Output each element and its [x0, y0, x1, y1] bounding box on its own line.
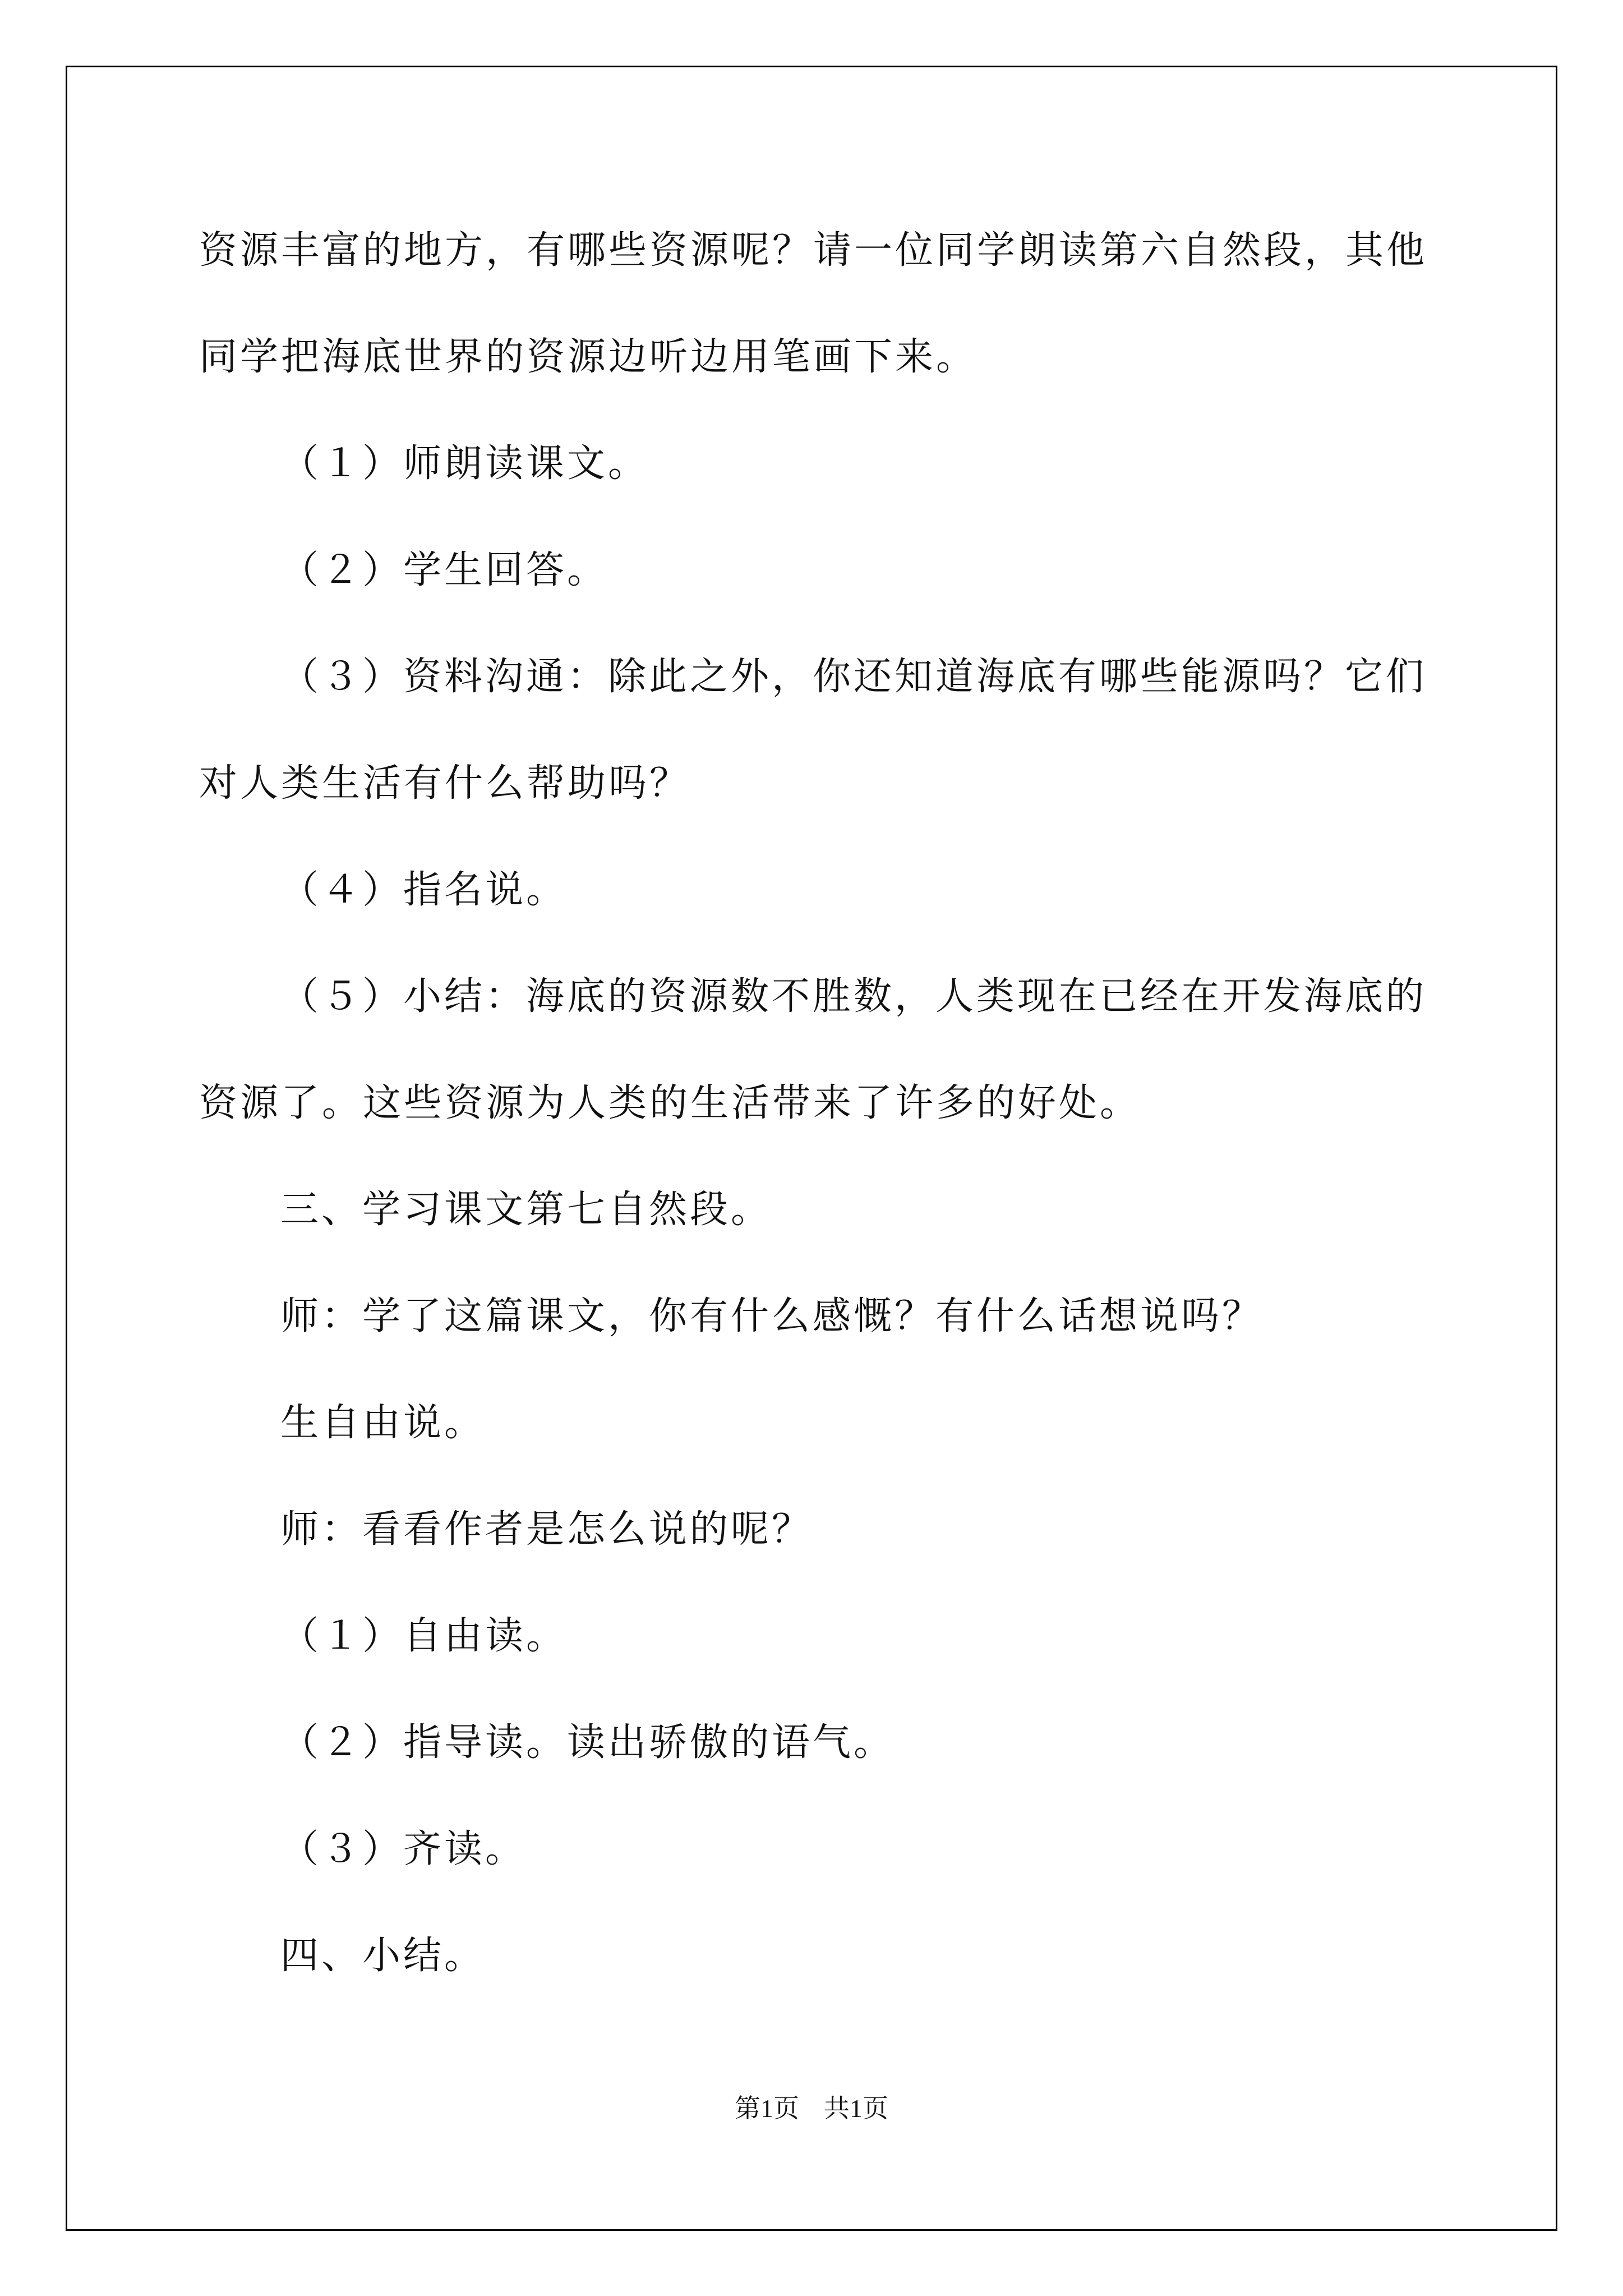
text-line: 资源了。这些资源为人类的生活带来了许多的好处。 [199, 1081, 1141, 1125]
text-line: 师：学了这篇课文，你有什么感慨？有什么话想说吗？ [280, 1294, 1264, 1338]
section-heading: 四、小结。 [280, 1934, 486, 1978]
text-line: （２）指导读。读出骄傲的语气。 [280, 1720, 895, 1765]
section-heading: 三、学习课文第七自然段。 [280, 1188, 772, 1232]
page-border [66, 66, 1557, 2231]
text-line: 对人类生活有什么帮助吗？ [199, 761, 691, 806]
text-line: 同学把海底世界的资源边听边用笔画下来。 [199, 335, 978, 379]
page-footer [0, 2088, 1623, 2125]
text-line: （３）资料沟通：除此之外，你还知道海底有哪些能源吗？它们 [280, 655, 1427, 699]
text-line: （１）自由读。 [280, 1614, 568, 1658]
text-line: （２）学生回答。 [280, 548, 608, 592]
text-line: 资源丰富的地方，有哪些资源呢？请一位同学朗读第六自然段，其他 [199, 228, 1428, 273]
page-number: 第1页 [735, 2094, 799, 2123]
text-line: 师：看看作者是怎么说的呢？ [280, 1507, 813, 1552]
text-line: （３）齐读。 [280, 1827, 527, 1871]
text-line: （４）指名说。 [280, 868, 568, 912]
text-line: 生自由说。 [280, 1401, 486, 1445]
page-total: 共1页 [824, 2094, 888, 2123]
text-line: （５）小结：海底的资源数不胜数，人类现在已经在开发海底的 [280, 974, 1427, 1019]
text-line: （１）师朗读课文。 [280, 441, 649, 486]
